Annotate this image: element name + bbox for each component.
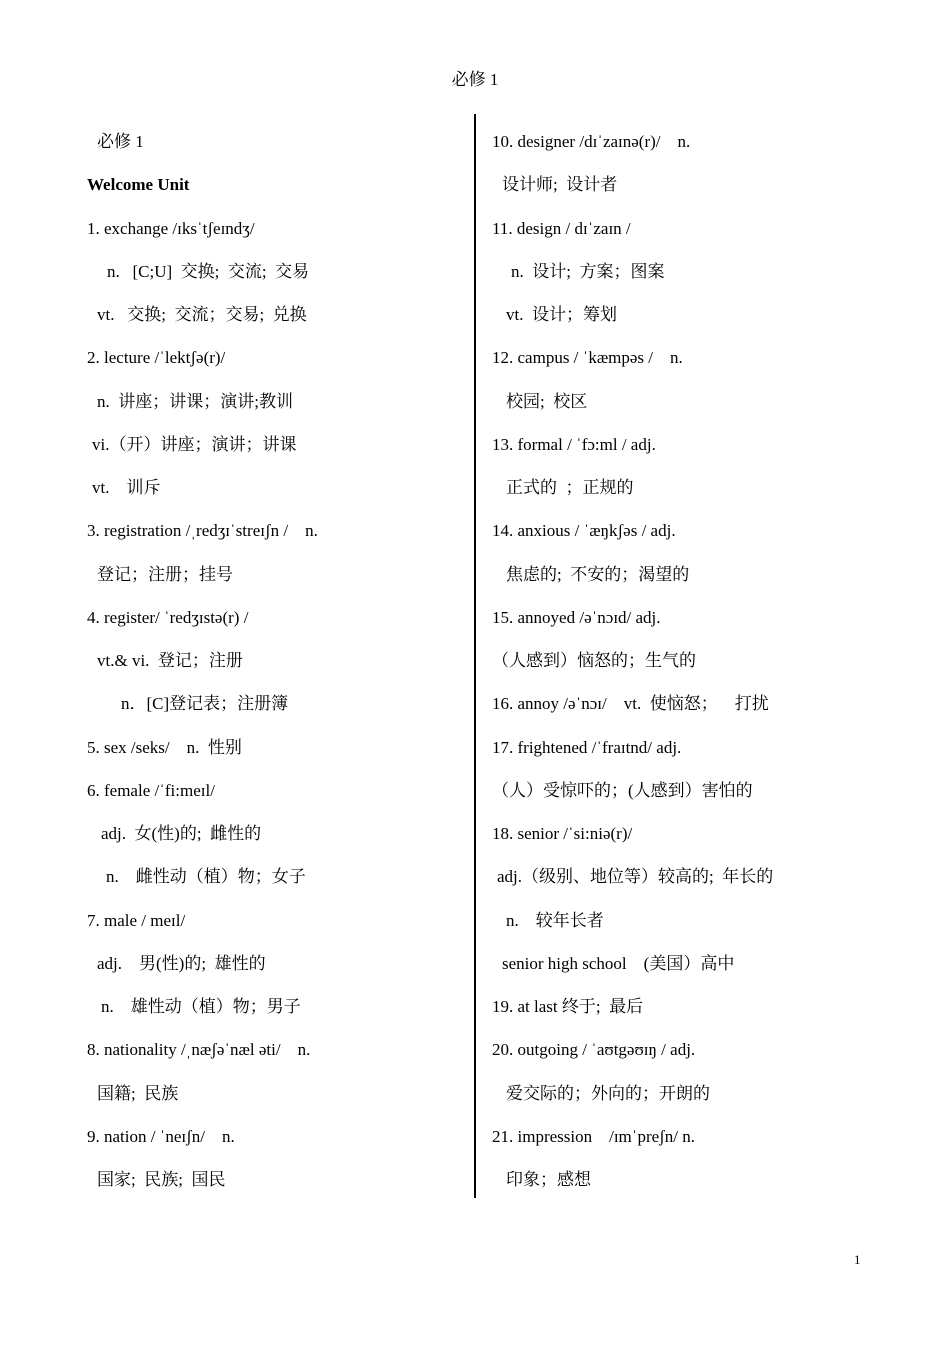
vocab-line: 焦虑的; 不安的；渴望的 — [506, 564, 690, 584]
vocab-line: adj.（级别、地位等）较高的; 年长的 — [497, 867, 774, 887]
vocab-line: 正式的 ；正规的 — [506, 478, 634, 497]
vocab-line: n. 讲座；讲课；演讲;教训 — [97, 391, 293, 411]
vocab-line: senior high school (美国）高中 — [502, 953, 735, 973]
page-header: 必修 1 — [451, 70, 499, 89]
vocab-line: vi.（开）讲座；演讲；讲课 — [92, 434, 297, 454]
vocab-line: 12. campus / ˈkæmpəs / n. — [492, 348, 683, 368]
vocab-line: 15. annoyed /əˈnɔɪd/ adj. — [492, 607, 661, 627]
vocab-line: adj. 男(性)的; 雄性的 — [97, 953, 266, 973]
vocab-line: 国籍; 民族 — [97, 1083, 179, 1103]
vocab-line: 11. design / dɪˈzaɪn / — [492, 218, 631, 238]
vocab-line: 7. male / meɪl/ — [87, 910, 186, 930]
vocab-line: 20. outgoing / ˈaʊtgəʊɪŋ / adj. — [492, 1040, 696, 1060]
vocab-line: vt. 训斥 — [92, 478, 161, 497]
vocab-line: 10. designer /dɪˈzaɪnə(r)/ n. — [492, 132, 691, 151]
vocab-line: vt. 交换; 交流；交易; 兑换 — [97, 305, 307, 324]
vocab-line: 16. annoy /əˈnɔɪ/ vt. 使恼怒； 打扰 — [492, 694, 769, 714]
vocab-line: 6. female /ˈfi:meɪl/ — [87, 780, 215, 800]
section-title: 必修 1 — [97, 132, 144, 151]
page-number: 1 — [854, 1252, 861, 1267]
vocab-line: vt. 设计；筹划 — [506, 305, 617, 324]
vocab-line: 5. sex /seks/ n. 性别 — [87, 737, 242, 757]
vocab-line: 13. formal / ˈfɔ:ml / adj. — [492, 434, 656, 454]
vocab-line: 1. exchange /ɪksˈtʃeɪndʒ/ — [87, 218, 255, 238]
vocab-line: n. 设计; 方案；图案 — [511, 261, 665, 281]
vocab-line: 国家; 民族; 国民 — [97, 1170, 226, 1189]
vocab-line: 4. register/ ˈredʒɪstə(r) / — [87, 607, 249, 627]
vocab-line: （人感到）恼怒的；生气的 — [492, 651, 696, 670]
vocab-line: 校园; 校区 — [506, 391, 588, 411]
vocab-line: 3. registration /ˌredʒɪˈstreɪʃn / n. — [87, 521, 318, 541]
vocab-line: 17. frightened /ˈfraɪtnd/ adj. — [492, 737, 682, 757]
vocab-line: 21. impression /ɪmˈpreʃn/ n. — [492, 1126, 696, 1146]
vocab-line: 9. nation / ˈneɪʃn/ n. — [87, 1126, 235, 1146]
vocab-line: n. 雌性动（植）物；女子 — [106, 867, 306, 887]
unit-title: Welcome Unit — [87, 175, 190, 195]
vocab-line: 8. nationality /ˌnæʃəˈnæl əti/ n. — [87, 1040, 311, 1060]
vocab-line: （人）受惊吓的；(人感到）害怕的 — [492, 780, 753, 800]
vocab-line: 印象；感想 — [506, 1170, 591, 1189]
vocab-line: n. 较年长者 — [506, 910, 604, 930]
vocab-line: adj. 女(性)的; 雌性的 — [101, 824, 262, 843]
vocab-line: 2. lecture /ˈlektʃə(r)/ — [87, 348, 226, 368]
vocab-line: 设计师; 设计者 — [502, 175, 618, 195]
vocab-line: 14. anxious / ˈæŋkʃəs / adj. — [492, 521, 676, 541]
vocab-line: 爱交际的；外向的；开朗的 — [506, 1083, 710, 1103]
vocab-line: 19. at last 终于; 最后 — [492, 997, 644, 1016]
vocab-line: n．[C]登记表；注册簿 — [121, 694, 289, 714]
vocab-line: 18. senior /ˈsi:niə(r)/ — [492, 824, 633, 843]
vocab-line: 登记；注册；挂号 — [97, 564, 233, 584]
vocab-line: n. 雄性动（植）物；男子 — [101, 997, 301, 1016]
vocab-line: vt.& vi. 登记；注册 — [97, 651, 243, 670]
column-divider — [474, 114, 476, 1198]
vocab-line: n. [C;U] 交换; 交流; 交易 — [107, 261, 310, 281]
